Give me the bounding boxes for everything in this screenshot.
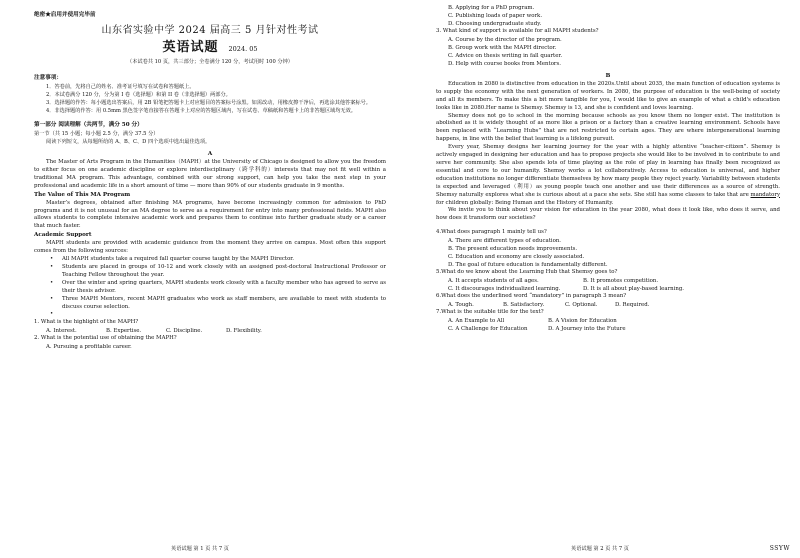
q6-options [436,301,780,309]
list-item: • [50,311,54,318]
option: D. Help with course books from Mentors. [448,60,561,67]
passage-a-p1: The Master of Arts Program in the Humanities（MAPH）at the University of Chicago is designed to allow you the freedom to either focus on one academic discipline or explore interdisciplinary（跨学科的）interests that may not fit well within a traditional MA program. This advantage, combined with our strong support, can help you take the next step in your professional and academic life in a short amount of time — more than 90% of our students graduate in 9 months. [34,159,386,189]
option: C. Publishing loads of paper work. [448,13,543,19]
option: B. Satisfactory. [503,301,545,308]
option: B. Group work with the MAPH director. [448,44,557,51]
option: B. Applying for a PhD program. [448,5,535,11]
passage-b-p3: Every year, Shemsy designs her learning journey for the year with a highly attentive “teacher-citizen”. Shemsy is actively engaged in designing her education and has to propose projects she would like to be involved in to contribute to and serve her community. She also spends lots of time playing as the role of play in learning has finally been recognized as essential and core to our humanity. Shemsy works a lot collaboratively. Access to education is universal, and higher education institutions no longer differentiate themselves by how many people they reject yearly. Variability between students is expected and leveraged（利用）as young people teach one another and use their differences as a source of strength. Shemsy naturally explores what she is curious about at a pace she sets. She still has some classes to take that are mandatory for children globally: Being Human and the History of Humanity. [436,144,780,206]
option: A. It accepts students of all ages. [448,278,539,285]
option: B. A Vision for Education [548,317,617,324]
option: B. Expertise. [106,328,142,335]
q6-stem: 6.What does the underlined word “mandatory” in paragraph 3 mean? [436,293,627,300]
section-sub: 第一节（共 15 小题；每小题 2.5 分，满分 37.5 分） [34,131,159,137]
q5-options-row [436,285,780,293]
q7-options-row [436,325,780,333]
option: B. The present education needs improvements. [448,246,578,253]
passage-b-p1: Education in 2080 is distinctive from education in the 2020s.Until about 2035, the main function of education systems is to supply the economy with the next generation of workers. In 2080, the purpose of education is the well-being of society and all its members. To make this a bit more tangible for you, I would like to give an example of what a child's education looks like in 2080.Her name is Shemsy. Shemsy is 13, and she is confident and loves learning. [436,80,780,111]
option: C. It discourages individualized learning. [448,286,561,293]
option: D. A Journey into the Future [548,325,626,332]
page-footer: 英语试题 第 1 页 共 7 页 [171,546,229,552]
passage-a-heading-2: Academic Support [34,232,92,239]
passage-b-p4: We invite you to think about your vision for education in the year 2080, what does it look like, who does it serve, and how does it transform our societies? [436,207,780,222]
list-item: • Three MAPH Mentors, recent MAPH graduates who work as staff members, are available to meet with students to discuss course selection. [50,295,386,310]
school-title: 山东省实验中学 2024 届高三 5 月针对性考试 [101,25,319,36]
option: D. The goal of future education is fundamentally different. [448,262,608,269]
option: D. Required. [615,301,650,308]
passage-b-p2: Shemsy does not go to school in the morning because schools as you know them no longer exist. The institution is abolished as it is widely thought of as more like a prison or a factory than a creative learning environment. Schools have been replaced with “Learning Hubs” that are not restricted to certain ages. They are where intergenerational learning happens, in line with the belief that learning is a lifelong pursuit. [436,112,780,143]
passage-a-label: A [207,151,213,157]
underlined-word: mandatory [750,191,780,198]
option: D. It is all about play-based learning. [583,286,684,293]
secret-label: 绝密★启用并使用完毕前 [34,12,96,18]
page-2 [400,0,800,558]
list-item: • Over the winter and spring quarters, MAPH students work closely with a faculty member who has agreed to serve as their thesis advisor. [50,279,386,294]
q1-options [34,327,386,335]
q5-options-row [436,277,780,285]
subject-line [34,37,386,58]
option: D. Flexibility. [226,328,262,335]
passage-a-p3: MAPH students are provided with academic guidance from the moment they arrive on campus. Most often this support comes from the following sources: [34,240,386,255]
note-item: 2．本试卷满分 120 分，分为第 I 卷（选择题）和第 II 卷（非选择题）两部分。 [46,92,231,98]
q4-stem: 4.What does paragraph 1 mainly tell us? [436,229,547,236]
q1-stem: 1. What is the highlight of the MAPH? [34,319,139,326]
notes-title: 注意事项： [34,75,62,81]
option: A. Course by the director of the program. [448,36,562,43]
note-item: 1．答卷前，先将自己的姓名、准考证号填写在试卷和答题纸上。 [46,84,195,90]
exam-date: 2024. 05 [228,45,258,53]
list-item: • All MAPH students take a required fall quarter course taught by the MAPH Director. [50,256,295,263]
subject-title: 英语试题 [162,40,219,55]
option: B. It promotes competition. [583,278,659,285]
option: C. Discipline. [166,328,203,335]
option: A. Interest. [46,328,77,335]
option: A. An Example to All [448,317,505,324]
option: A. Tough. [448,301,474,308]
notes-list [34,83,386,115]
list-item: • Students are placed in groups of 10-12 and work closely with an assigned post-doctoral Instructional Professor or Teaching Fellow throughout the year. [50,263,386,278]
support-list [34,256,386,319]
note-item: 3．选择题的作答：每小题选出答案后，用 2B 铅笔把答题卡上对应题目的答案标号涂黑。如需改动，用橡皮擦干净后，再选涂其他答案标号。 [46,100,371,106]
option: A. There are different types of education. [448,238,562,245]
q5-stem: 5.What do we know about the Learning Hub that Shemsy goes to? [436,269,618,276]
passage-a-p2: Master’s degrees, obtained after finishing MA programs, have become increasingly common for admission to PhD programs and it is not unusual for an MA degree to serve as a requirement for entry into many professional fields. MAPH also allows students to complete intensive academic work and prepares them to continue into further graduate study or a career that much faster. [34,199,386,230]
q7-options-row [436,317,780,325]
passage-a-heading-1: The Value of This MA Program [34,191,131,198]
q3-stem: 3. What kind of support is available for all MAPH students? [436,28,599,34]
exam-note: （本试卷共 10 页，共三部分；全卷满分 120 分，考试用时 100 分钟） [127,59,293,65]
note-item: 4．非选择题的作答：用 0.5mm 黑色签字笔直接答在答题卡上对应的答题区域内，写在试卷、草稿纸和答题卡上的非答题区域均无效。 [46,108,356,114]
option: C. Education and economy are closely associated. [448,254,585,261]
passage-b-label: B [605,72,611,79]
section-instructions: 阅读下列短文，从每题所给的 A、B、C、D 四个选项中选出最佳选项。 [46,139,211,145]
option: D. Choosing undergraduate study. [448,21,542,27]
paper-code: SSYW [769,545,790,552]
section-title: 第一部分 阅读理解（共两节，满分 50 分） [34,122,143,128]
page-footer: 英语试题 第 2 页 共 7 页 [571,546,629,552]
q7-stem: 7.What is the suitable title for the text? [436,308,544,315]
q2-stem: 2. What is the potential use of obtaining the MAPH? [34,335,177,342]
option: C. Optional. [565,301,598,308]
option: A. Pursuing a profitable career. [46,344,132,351]
option: C. Advice on thesis writing in fall quarter. [448,52,563,59]
option: C. A Challenge for Education [448,325,528,332]
